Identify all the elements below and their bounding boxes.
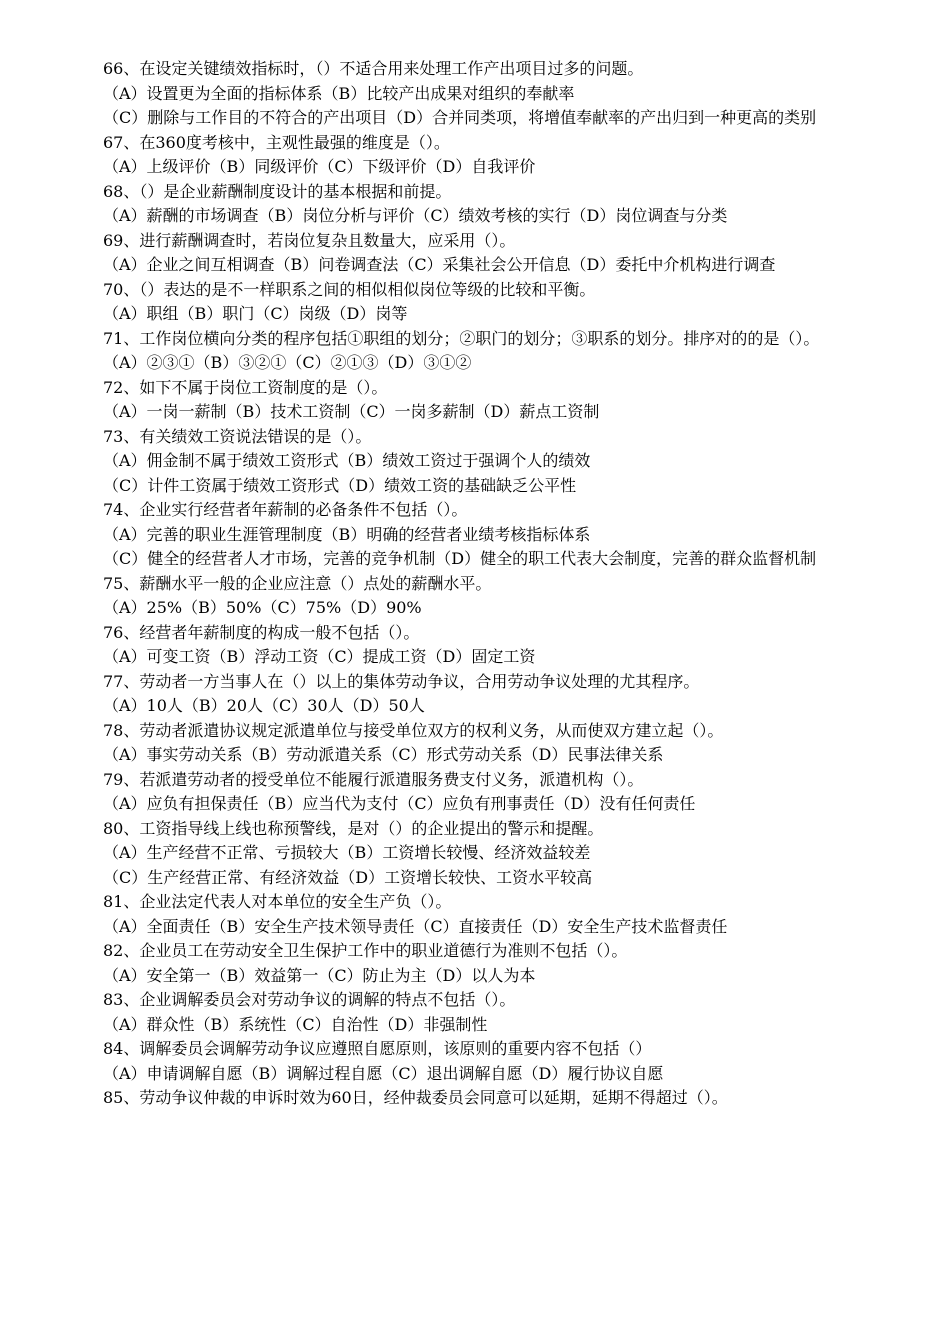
options-69: （A）企业之间互相调查（B）问卷调查法（C）采集社会公开信息（D）委托中介机构进行调查 [103,255,776,274]
question-67: 67、在360度考核中，主观性最强的维度是（）。 [103,132,450,152]
question-80: 80、工资指导线上线也称预警线，是对（）的企业提出的警示和提醒。 [103,818,604,838]
options-75: （A）25%（B）50%（C）75%（D）90% [103,598,422,617]
question-68: 68、（）是企业薪酬制度设计的基本根据和前提。 [103,181,452,201]
question-73: 73、有关绩效工资说法错误的是（）。 [103,426,372,446]
question-71: 71、工作岗位横向分类的程序包括①职组的划分；②职门的划分；③职系的划分。排序对的的是（）。 [103,328,820,348]
options-66-cd: （C）删除与工作目的不符合的产出项目（D）合并同类项，将增值奉献率的产出归到一种更高的类别 [103,108,817,127]
options-80-cd: （C）生产经营正常、有经济效益（D）工资增长较快、工资水平较高 [103,867,593,887]
options-84: （A）申请调解自愿（B）调解过程自愿（C）退出调解自愿（D）履行协议自愿 [103,1063,664,1083]
options-83: （A）群众性（B）系统性（C）自治性（D）非强制性 [103,1014,488,1034]
question-78: 78、劳动者派遣协议规定派遣单位与接受单位双方的权利义务，从而使双方建立起（）。 [103,720,724,740]
question-81: 81、企业法定代表人对本单位的安全生产负（）。 [103,892,452,911]
options-74-ab: （A）完善的职业生涯管理制度（B）明确的经营者业绩考核指标体系 [103,524,591,544]
question-77: 77、劳动者一方当事人在（）以上的集体劳动争议，合用劳动争议处理的尤其程序。 [103,671,700,691]
options-82: （A）安全第一（B）效益第一（C）防止为主（D）以人为本 [103,965,536,985]
question-66: 66、在设定关键绩效指标时，（）不适合用来处理工作产出项目过多的问题。 [103,59,644,78]
question-69: 69、进行薪酬调查时，若岗位复杂且数量大，应采用（）。 [103,230,516,250]
options-71: （A）②③①（B）③②①（C）②①③（D）③①② [103,353,472,372]
options-73-cd: （C）计件工资属于绩效工资形式（D）绩效工资的基础缺乏公平性 [103,475,577,495]
question-74: 74、企业实行经营者年薪制的必备条件不包括（）。 [103,500,468,519]
options-67: （A）上级评价（B）同级评价（C）下级评价（D）自我评价 [103,157,536,176]
options-81: （A）全面责任（B）安全生产技术领导责任（C）直接责任（D）安全生产技术监督责任 [103,916,728,936]
options-80-ab: （A）生产经营不正常、亏损较大（B）工资增长较慢、经济效益较差 [103,843,591,862]
question-82: 82、企业员工在劳动安全卫生保护工作中的职业道德行为准则不包括（）。 [103,941,628,960]
question-76: 76、经营者年薪制度的构成一般不包括（）。 [103,622,420,642]
options-78: （A）事实劳动关系（B）劳动派遣关系（C）形式劳动关系（D）民事法律关系 [103,745,664,764]
question-85: 85、劳动争议仲裁的申诉时效为60日，经仲裁委员会同意可以延期，延期不得超过（）。 [103,1088,728,1107]
options-76: （A）可变工资（B）浮动工资（C）提成工资（D）固定工资 [103,647,536,666]
options-70: （A）职组（B）职门（C）岗级（D）岗等 [103,304,408,323]
document-body [103,57,843,1111]
options-79: （A）应负有担保责任（B）应当代为支付（C）应负有刑事责任（D）没有任何责任 [103,794,696,813]
options-77: （A）10人（B）20人（C）30人（D）50人 [103,696,425,715]
options-73-ab: （A）佣金制不属于绩效工资形式（B）绩效工资过于强调个人的绩效 [103,451,591,470]
options-72: （A）一岗一薪制（B）技术工资制（C）一岗多薪制（D）薪点工资制 [103,402,600,421]
question-83: 83、企业调解委员会对劳动争议的调解的特点不包括（）。 [103,990,516,1009]
question-75: 75、薪酬水平一般的企业应注意（）点处的薪酬水平。 [103,573,492,593]
options-68: （A）薪酬的市场调查（B）岗位分析与评价（C）绩效考核的实行（D）岗位调查与分类 [103,206,728,225]
question-70: 70、（）表达的是不一样职系之间的相似相似岗位等级的比较和平衡。 [103,279,596,299]
question-84: 84、调解委员会调解劳动争议应遵照自愿原则，该原则的重要内容不包括（） [103,1039,652,1058]
question-79: 79、若派遣劳动者的授受单位不能履行派遣服务费支付义务，派遣机构（）。 [103,769,644,789]
options-74-cd: （C）健全的经营者人才市场，完善的竞争机制（D）健全的职工代表大会制度，完善的群众监督机制 [103,549,817,568]
question-72: 72、如下不属于岗位工资制度的是（）。 [103,377,388,397]
options-66-ab: （A）设置更为全面的指标体系（B）比较产出成果对组织的奉献率 [103,83,575,103]
